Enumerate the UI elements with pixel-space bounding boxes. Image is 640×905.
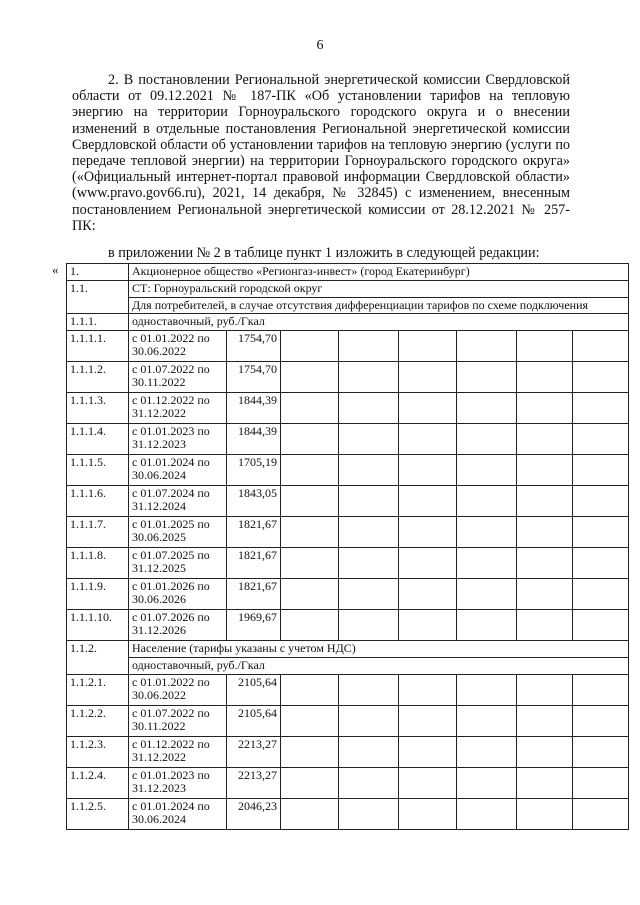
empty-cell	[399, 579, 457, 610]
period-cell: с 01.01.2024 по 30.06.2024	[129, 455, 227, 486]
tariff-value: 1821,67	[227, 548, 281, 579]
empty-cell	[573, 455, 629, 486]
empty-cell	[339, 362, 399, 393]
table-row	[67, 314, 629, 331]
table-row	[67, 455, 629, 486]
empty-cell	[399, 517, 457, 548]
table-row	[67, 424, 629, 455]
row-number: 1.1.1.2.	[67, 362, 129, 393]
period-cell: с 01.07.2025 по 31.12.2025	[129, 548, 227, 579]
empty-cell	[457, 331, 517, 362]
empty-cell	[457, 393, 517, 424]
empty-cell	[457, 799, 517, 830]
row-number: 1.	[67, 264, 129, 281]
table-row	[67, 281, 629, 298]
empty-cell	[399, 675, 457, 706]
empty-cell	[573, 331, 629, 362]
empty-cell	[517, 799, 573, 830]
empty-cell	[573, 675, 629, 706]
empty-cell	[339, 517, 399, 548]
empty-cell	[457, 675, 517, 706]
table-row	[67, 641, 629, 658]
empty-cell	[339, 768, 399, 799]
empty-cell	[457, 424, 517, 455]
period-cell: с 01.01.2026 по 30.06.2026	[129, 579, 227, 610]
empty-cell	[517, 579, 573, 610]
row-number: 1.1.2.2.	[67, 706, 129, 737]
table-row	[67, 331, 629, 362]
period-cell: с 01.01.2025 по 30.06.2025	[129, 517, 227, 548]
table-row	[67, 486, 629, 517]
tariff-value: 1843,05	[227, 486, 281, 517]
empty-cell	[517, 548, 573, 579]
empty-cell	[281, 799, 339, 830]
consumer-note: Для потребителей, в случае отсутствия дифференциации тарифов по схеме подключения	[129, 298, 629, 314]
row-number: 1.1.1.4.	[67, 424, 129, 455]
empty-cell	[457, 579, 517, 610]
tariff-type: одноставочный, руб./Гкал	[129, 658, 629, 675]
empty-cell	[573, 362, 629, 393]
empty-cell	[573, 737, 629, 768]
period-cell: с 01.07.2024 по 31.12.2024	[129, 486, 227, 517]
tariff-value: 2105,64	[227, 706, 281, 737]
empty-cell	[573, 706, 629, 737]
row-number: 1.1.1.3.	[67, 393, 129, 424]
empty-cell	[457, 548, 517, 579]
empty-cell	[517, 424, 573, 455]
table-row	[67, 737, 629, 768]
empty-cell	[517, 393, 573, 424]
tariff-value: 1969,67	[227, 610, 281, 641]
empty-cell	[281, 455, 339, 486]
empty-cell	[517, 455, 573, 486]
empty-cell	[281, 362, 339, 393]
tariff-value: 1844,39	[227, 424, 281, 455]
organization-name: Акционерное общество «Регионгаз-инвест» (город Екатеринбург)	[129, 264, 629, 281]
table-row	[67, 579, 629, 610]
empty-cell	[281, 610, 339, 641]
empty-cell	[399, 610, 457, 641]
tariff-value: 1821,67	[227, 579, 281, 610]
empty-cell	[339, 737, 399, 768]
period-cell: с 01.07.2022 по 30.11.2022	[129, 706, 227, 737]
empty-cell	[457, 610, 517, 641]
period-cell: с 01.07.2026 по 31.12.2026	[129, 610, 227, 641]
empty-cell	[573, 486, 629, 517]
tariff-value: 1754,70	[227, 362, 281, 393]
empty-cell	[517, 517, 573, 548]
empty-cell	[281, 706, 339, 737]
table-row	[67, 298, 629, 314]
empty-cell	[281, 737, 339, 768]
empty-cell	[399, 706, 457, 737]
empty-cell	[339, 579, 399, 610]
empty-cell	[339, 393, 399, 424]
row-number: 1.1.1.9.	[67, 579, 129, 610]
empty-cell	[573, 768, 629, 799]
empty-cell	[339, 675, 399, 706]
empty-cell	[339, 706, 399, 737]
tariff-table	[66, 263, 629, 830]
empty-cell	[573, 799, 629, 830]
empty-cell	[399, 331, 457, 362]
empty-cell	[399, 362, 457, 393]
empty-cell	[399, 455, 457, 486]
period-cell: с 01.01.2024 по 30.06.2024	[129, 799, 227, 830]
empty-cell	[573, 517, 629, 548]
empty-cell	[457, 455, 517, 486]
table-row	[67, 675, 629, 706]
empty-cell	[281, 486, 339, 517]
tariff-type: одноставочный, руб./Гкал	[129, 314, 629, 331]
empty-cell	[339, 799, 399, 830]
amendment-paragraph	[72, 72, 570, 234]
row-number: 1.1.1.1.	[67, 331, 129, 362]
empty-cell	[399, 548, 457, 579]
empty-cell	[457, 706, 517, 737]
empty-cell	[399, 768, 457, 799]
empty-cell	[457, 517, 517, 548]
period-cell: с 01.12.2022 по 31.12.2022	[129, 737, 227, 768]
tariff-value: 2213,27	[227, 768, 281, 799]
empty-cell	[399, 424, 457, 455]
row-number: 1.1.1.5.	[67, 455, 129, 486]
row-number: 1.1.1.6.	[67, 486, 129, 517]
empty-cell	[573, 610, 629, 641]
empty-cell	[517, 675, 573, 706]
period-cell: с 01.01.2023 по 31.12.2023	[129, 424, 227, 455]
table-row	[67, 706, 629, 737]
empty-cell	[399, 799, 457, 830]
empty-cell	[399, 393, 457, 424]
table-row	[67, 799, 629, 830]
row-number: 1.1.1.	[67, 314, 129, 331]
empty-cell	[517, 331, 573, 362]
table-row	[67, 264, 629, 281]
tariff-value: 2105,64	[227, 675, 281, 706]
tariff-value: 1705,19	[227, 455, 281, 486]
empty-cell	[517, 768, 573, 799]
empty-cell	[517, 486, 573, 517]
table-row	[67, 658, 629, 675]
empty-cell	[517, 706, 573, 737]
empty-cell	[339, 424, 399, 455]
empty-cell	[339, 610, 399, 641]
empty-cell	[573, 579, 629, 610]
tariff-value: 2046,23	[227, 799, 281, 830]
table-row	[67, 610, 629, 641]
paragraph-text: 2. В постановлении Региональной энергетической комиссии Свердловской области от 09.12.2021 № 187-ПК «Об установлении тарифов на тепловую энергию на территории Горноуральского городского округа и о внесении изменений в отдельные постановления Региональной энергетической комиссии Свердловской области об установлении тарифов на тепловую энергию (услуги по передаче тепловой энергии) на территории Горноуральского городского округа» («Официальный интернет-портал правовой информации Свердловской области» (www.pravo.gov66.ru), 2021, 14 декабря, № 32845) с изменением, внесенным постановлением Региональной энергетической комиссии от 28.12.2021 № 257-ПК:	[72, 72, 570, 234]
population-heading: Население (тарифы указаны с учетом НДС)	[129, 641, 629, 658]
empty-cell	[281, 424, 339, 455]
table-intro: в приложении № 2 в таблице пункт 1 изложить в следующей редакции:	[108, 245, 540, 261]
territory-name: СТ: Горноуральский городской округ	[129, 281, 629, 298]
empty-cell	[339, 331, 399, 362]
empty-cell	[339, 455, 399, 486]
empty-cell	[339, 486, 399, 517]
table-row	[67, 517, 629, 548]
table-row	[67, 768, 629, 799]
empty-cell	[281, 579, 339, 610]
table-row	[67, 393, 629, 424]
empty-cell	[517, 610, 573, 641]
row-number: 1.1.2.1.	[67, 675, 129, 706]
empty-cell	[457, 737, 517, 768]
empty-cell	[281, 517, 339, 548]
period-cell: с 01.12.2022 по 31.12.2022	[129, 393, 227, 424]
row-number: 1.1.2.3.	[67, 737, 129, 768]
empty-cell	[281, 331, 339, 362]
row-number: 1.1.2.	[67, 641, 129, 675]
tariff-value: 2213,27	[227, 737, 281, 768]
period-cell: с 01.01.2023 по 31.12.2023	[129, 768, 227, 799]
quote-open: «	[52, 262, 59, 277]
empty-cell	[399, 486, 457, 517]
empty-cell	[573, 548, 629, 579]
period-cell: с 01.01.2022 по 30.06.2022	[129, 331, 227, 362]
table-row	[67, 362, 629, 393]
row-number: 1.1.1.10.	[67, 610, 129, 641]
table-row	[67, 548, 629, 579]
row-number: 1.1.2.5.	[67, 799, 129, 830]
empty-cell	[281, 675, 339, 706]
empty-cell	[517, 362, 573, 393]
empty-cell	[517, 737, 573, 768]
row-number: 1.1.1.7.	[67, 517, 129, 548]
empty-cell	[281, 768, 339, 799]
empty-cell	[339, 548, 399, 579]
page-number: 6	[316, 38, 324, 53]
tariff-value: 1754,70	[227, 331, 281, 362]
row-number: 1.1.1.8.	[67, 548, 129, 579]
empty-cell	[281, 548, 339, 579]
empty-cell	[457, 768, 517, 799]
empty-cell	[281, 393, 339, 424]
period-cell: с 01.01.2022 по 30.06.2022	[129, 675, 227, 706]
row-number: 1.1.	[67, 281, 129, 314]
empty-cell	[573, 393, 629, 424]
tariff-value: 1821,67	[227, 517, 281, 548]
empty-cell	[457, 362, 517, 393]
empty-cell	[457, 486, 517, 517]
row-number: 1.1.2.4.	[67, 768, 129, 799]
period-cell: с 01.07.2022 по 30.11.2022	[129, 362, 227, 393]
empty-cell	[573, 424, 629, 455]
tariff-value: 1844,39	[227, 393, 281, 424]
empty-cell	[399, 737, 457, 768]
